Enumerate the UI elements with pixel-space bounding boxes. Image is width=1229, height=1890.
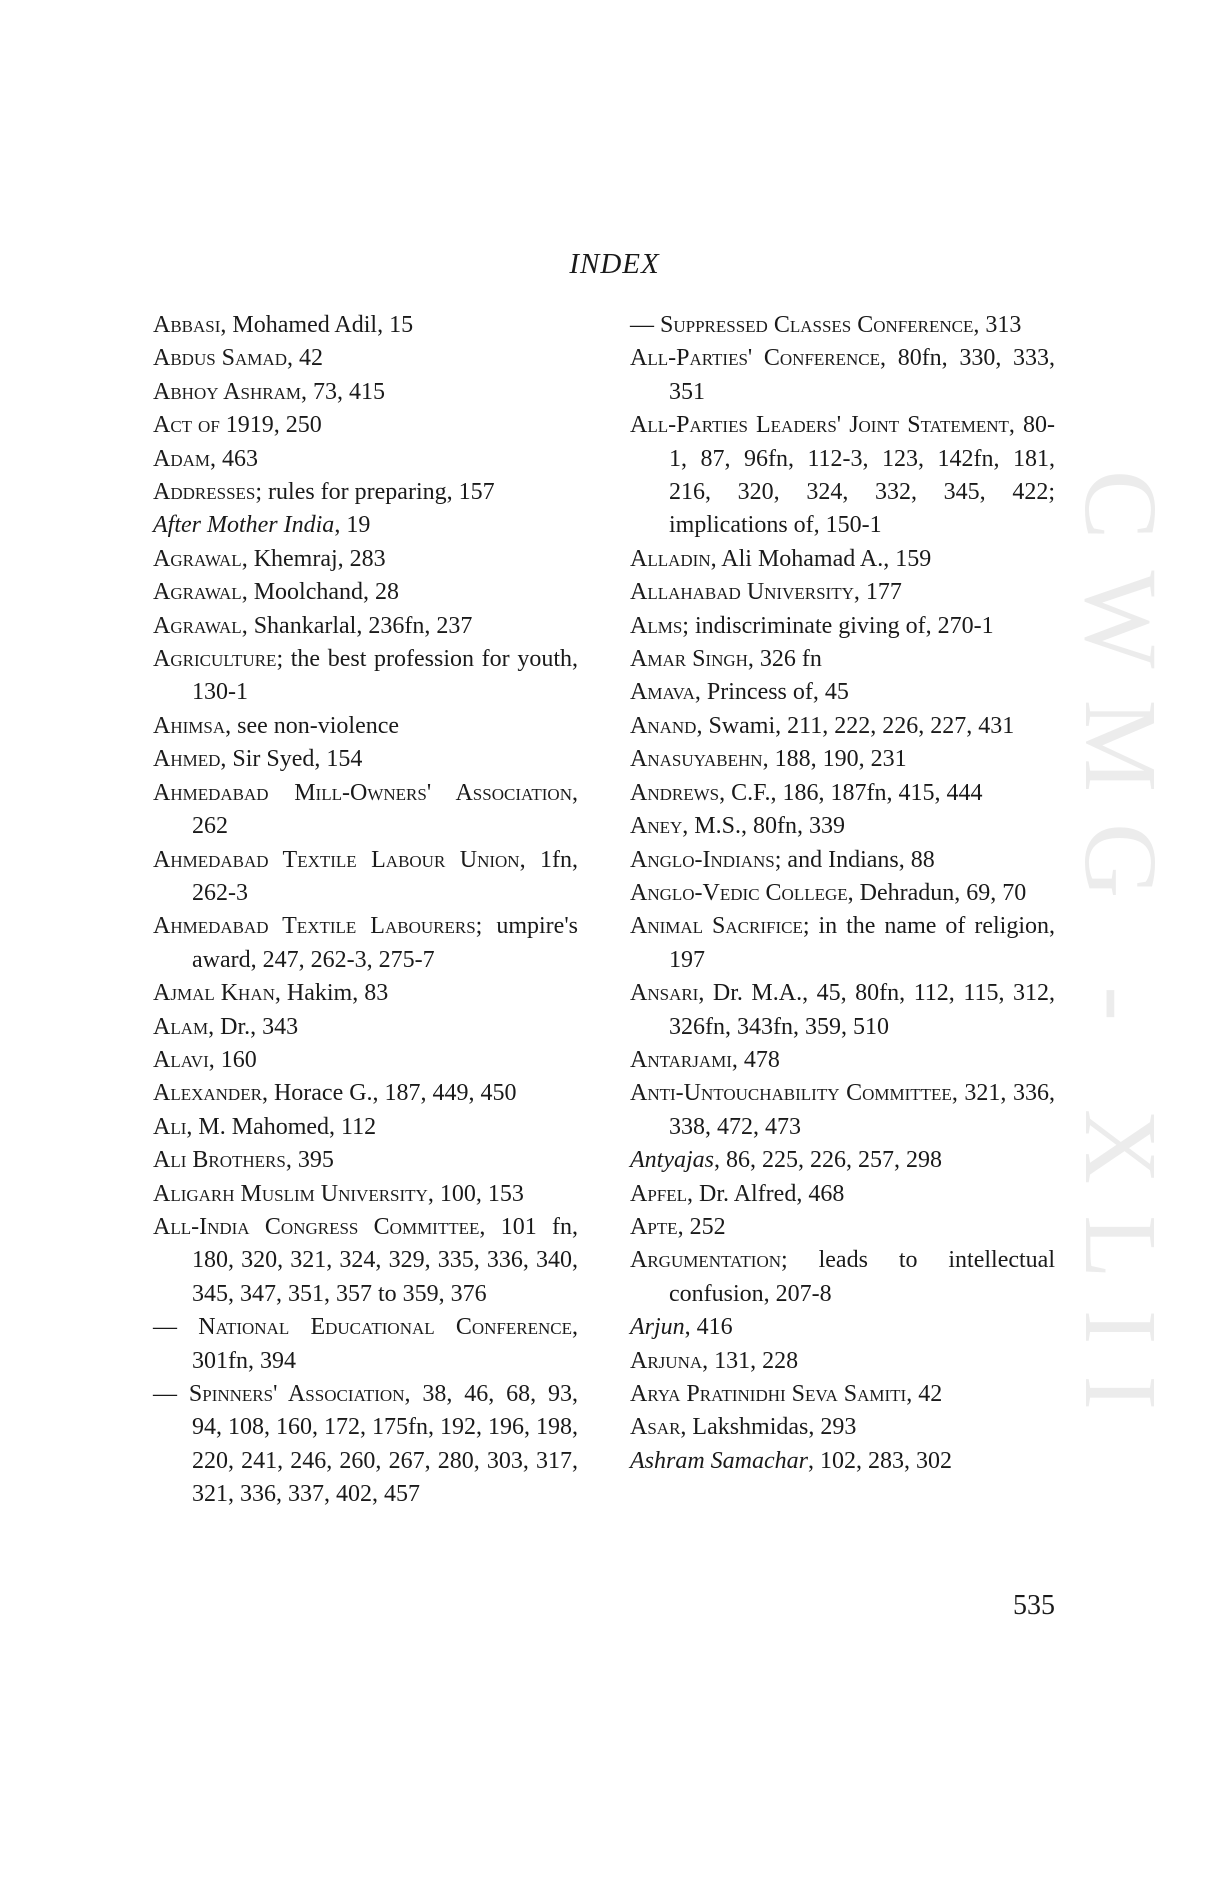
- index-entry: [630, 910, 1055, 977]
- entry-heading: Abhoy Ashram: [153, 378, 301, 405]
- index-entry: [153, 543, 578, 576]
- index-entry: [630, 1211, 1055, 1244]
- page-number: 535: [1013, 1590, 1055, 1621]
- entry-heading: Allahabad University: [630, 579, 854, 606]
- entry-references: , 86, 225, 226, 257, 298: [714, 1147, 942, 1174]
- index-entry: [153, 1178, 578, 1211]
- entry-references: , 160: [208, 1046, 257, 1073]
- index-entry: [630, 543, 1055, 576]
- index-entry: [630, 777, 1055, 810]
- index-entry: [630, 1411, 1055, 1444]
- entry-references: , 478: [731, 1046, 780, 1073]
- entry-references: , 262: [192, 779, 578, 840]
- index-entry: [153, 643, 578, 710]
- entry-heading: Arya Pratinidhi Seva Samiti: [630, 1381, 907, 1407]
- entry-heading: Abbasi: [153, 312, 221, 338]
- index-entry: [153, 1211, 578, 1311]
- entry-heading: Amar Singh: [630, 646, 748, 673]
- index-entry: [153, 977, 578, 1010]
- entry-references: , 100, 153: [427, 1180, 524, 1207]
- index-entry: [153, 409, 578, 442]
- entry-references: , 1fn, 262-3: [192, 846, 578, 906]
- entry-heading: Andrews: [630, 779, 720, 806]
- entry-heading: Anglo-Indians: [630, 846, 775, 873]
- index-entry: [153, 710, 578, 743]
- entry-heading: Agrawal: [153, 612, 242, 639]
- entry-heading: Ahmedabad Textile Labour Union: [153, 846, 520, 873]
- entry-references: , Hakim, 83: [274, 980, 389, 1007]
- index-entry: [153, 1111, 578, 1144]
- index-entry: [630, 1077, 1055, 1144]
- index-entry: [153, 1044, 578, 1077]
- entry-references: , Dr., 343: [208, 1013, 299, 1040]
- index-entry: [630, 1378, 1055, 1411]
- entry-references: ; rules for preparing, 157: [255, 479, 495, 506]
- index-entry: [153, 1011, 578, 1044]
- entry-heading: Agrawal: [153, 545, 242, 572]
- entry-heading: Alexander: [153, 1080, 262, 1107]
- entry-references: , 188, 190, 231: [762, 746, 907, 773]
- index-entry: [153, 509, 578, 542]
- entry-references: , 326 fn: [747, 646, 822, 673]
- index-entry: [153, 777, 578, 844]
- index-entry: [630, 309, 1055, 342]
- entry-heading: Argumentation: [630, 1247, 782, 1274]
- entry-dash: —: [153, 1381, 189, 1407]
- entry-heading: Adam: [153, 445, 211, 472]
- entry-heading: Antarjami: [630, 1046, 732, 1073]
- index-entry: [153, 1077, 578, 1110]
- entry-references: , Khemraj, 283: [241, 545, 386, 572]
- index-entry: [630, 743, 1055, 776]
- entry-heading: Alam: [153, 1013, 209, 1040]
- index-entry: [153, 844, 578, 911]
- entry-heading: Spinners' Association: [188, 1381, 405, 1407]
- entry-heading: Anglo-Vedic College: [630, 879, 848, 906]
- entry-references: , 102, 283, 302: [808, 1447, 952, 1474]
- entry-heading: Ansari: [630, 980, 699, 1007]
- index-entry: [153, 376, 578, 409]
- index-entry: [153, 1378, 578, 1512]
- entry-heading: Apfel: [630, 1180, 688, 1207]
- entry-references: , 301fn, 394: [192, 1314, 578, 1374]
- entry-references: , Swami, 211, 222, 226, 227, 431: [696, 712, 1015, 739]
- watermark-text: CWMG - XLII: [1063, 470, 1178, 1410]
- index-entry: [630, 710, 1055, 743]
- entry-references: ; and Indians, 88: [774, 846, 935, 873]
- entry-heading: Aney: [630, 813, 683, 840]
- index-entry: [153, 342, 578, 375]
- entry-references: , Dr. Alfred, 468: [687, 1180, 845, 1207]
- entry-heading: Agrawal: [153, 579, 242, 606]
- entry-heading: Alms: [630, 612, 683, 639]
- entry-heading: Ahmedabad Textile Labourers: [153, 913, 476, 940]
- index-entry: [630, 643, 1055, 676]
- entry-heading: Alavi: [153, 1046, 209, 1073]
- entry-references: , 38, 46, 68, 93, 94, 108, 160, 172, 175fn, 192, 196, 198, 220, 241, 246, 260, 267, 280, 303, 317, 321, 336, 337, 402, 457: [192, 1381, 579, 1508]
- entry-heading: Arjuna: [630, 1347, 703, 1374]
- entry-references: , Sir Syed, 154: [220, 746, 363, 773]
- entry-references: , Moolchand, 28: [241, 579, 399, 606]
- entry-heading: National Educational Conference: [198, 1314, 572, 1341]
- entry-references: , 101 fn, 180, 320, 321, 324, 329, 335, 336, 340, 345, 347, 351, 357 to 359, 376: [192, 1213, 578, 1307]
- entry-heading: Ahimsa: [153, 712, 226, 739]
- index-entry: [153, 443, 578, 476]
- entry-references: , Mohamed Adil, 15: [220, 312, 414, 338]
- entry-references: , 80-1, 87, 96fn, 112-3, 123, 142fn, 181, 216, 320, 324, 332, 345, 422; implications of, 150-1: [669, 412, 1055, 539]
- entry-heading: Aligarh Muslim University: [153, 1180, 428, 1207]
- entry-heading: Agriculture: [153, 646, 277, 673]
- entry-references: , Horace G., 187, 449, 450: [261, 1080, 517, 1107]
- index-entry: [630, 610, 1055, 643]
- entry-heading: Act of: [153, 412, 220, 439]
- entry-heading: Anasuyabehn: [630, 746, 763, 773]
- entry-dash: —: [630, 312, 660, 338]
- entry-references: , 177: [853, 579, 902, 606]
- entry-references: ; umpire's award, 247, 262-3, 275-7: [192, 913, 578, 973]
- entry-references: , Princess of, 45: [694, 679, 849, 706]
- entry-references: , Dr. M.A., 45, 80fn, 112, 115, 312, 326fn, 343fn, 359, 510: [669, 980, 1055, 1040]
- index-entry: [630, 877, 1055, 910]
- index-entry: [630, 1244, 1055, 1311]
- entry-references: , M. Mahomed, 112: [186, 1113, 377, 1140]
- entry-heading: Ahmedabad Mill-Owners' Association: [153, 779, 572, 806]
- entry-heading: Ali: [153, 1113, 187, 1140]
- index-entry: [630, 1178, 1055, 1211]
- entry-references: , 19: [334, 512, 371, 539]
- page-title: INDEX: [569, 248, 660, 280]
- index-entry: [630, 676, 1055, 709]
- index-entry: [153, 910, 578, 977]
- index-entry: [630, 977, 1055, 1044]
- entry-heading: Anand: [630, 712, 697, 739]
- entry-heading: Addresses: [153, 479, 256, 506]
- index-entry: [630, 844, 1055, 877]
- entry-references: , see non-violence: [225, 712, 400, 739]
- entry-references: , Lakshmidas, 293: [680, 1414, 857, 1441]
- index-column-right: [630, 309, 1055, 1478]
- index-entry: [630, 1311, 1055, 1344]
- entry-heading: Ajmal Khan: [153, 980, 275, 1007]
- entry-heading: All-Parties Leaders' Joint Statement: [630, 412, 1009, 439]
- entry-references: , 463: [210, 445, 259, 472]
- entry-heading: Apte: [630, 1213, 678, 1240]
- entry-references: , 73, 415: [300, 378, 385, 405]
- index-entry: [153, 476, 578, 509]
- index-entry: [630, 576, 1055, 609]
- index-entry: [630, 1445, 1055, 1478]
- index-entry: [153, 576, 578, 609]
- entry-references: , Dehradun, 69, 70: [847, 879, 1027, 906]
- entry-references: , 80fn, 330, 333, 351: [669, 345, 1055, 405]
- entry-heading: Ahmed: [153, 746, 221, 773]
- entry-title-italic: After Mother India: [153, 512, 335, 539]
- entry-references: , C.F., 186, 187fn, 415, 444: [719, 779, 983, 806]
- entry-references: , 42: [286, 345, 323, 372]
- index-entry: [153, 610, 578, 643]
- entry-heading: All-Parties' Conference: [630, 345, 881, 372]
- entry-title-italic: Arjun: [630, 1314, 685, 1341]
- entry-heading: Animal Sacrifice: [630, 913, 803, 940]
- entry-heading: Anti-Untouchability Committee: [630, 1080, 952, 1107]
- entry-heading: Suppressed Classes Conference: [660, 312, 974, 338]
- entry-heading: Alladin: [630, 545, 711, 572]
- entry-references: , 131, 228: [702, 1347, 799, 1374]
- entry-references: , 416: [684, 1314, 733, 1341]
- index-entry: [630, 409, 1055, 543]
- entry-heading: Abdus Samad: [153, 345, 287, 372]
- entry-references: , 313: [973, 312, 1022, 338]
- entry-references: ; the best profession for youth, 130-1: [192, 646, 578, 706]
- entry-title-italic: Antyajas: [630, 1147, 714, 1174]
- entry-title-italic: Ashram Samachar: [630, 1447, 808, 1474]
- entry-heading: Amava: [630, 679, 695, 706]
- entry-references: , Ali Mohamad A., 159: [710, 545, 932, 572]
- index-entry: [630, 1144, 1055, 1177]
- entry-references: , 42: [906, 1381, 943, 1407]
- entry-references: , M.S., 80fn, 339: [682, 813, 845, 840]
- index-entry: [153, 1144, 578, 1177]
- entry-references: , 252: [677, 1213, 726, 1240]
- entry-heading: All-India Congress Committee: [153, 1213, 480, 1240]
- entry-references: ; in the name of religion, 197: [669, 913, 1055, 973]
- entry-heading: Ali Brothers: [153, 1147, 286, 1174]
- entry-references: , 321, 336, 338, 472, 473: [669, 1080, 1056, 1140]
- entry-references: ; leads to intellectual confusion, 207-8: [669, 1247, 1055, 1307]
- entry-dash: —: [153, 1314, 199, 1341]
- index-entry: [630, 1345, 1055, 1378]
- entry-heading: Asar: [630, 1414, 681, 1441]
- entry-references: , 395: [285, 1147, 334, 1174]
- entry-references: 1919, 250: [219, 412, 322, 439]
- index-entry: [630, 1044, 1055, 1077]
- index-entry: [153, 743, 578, 776]
- index-entry: [630, 810, 1055, 843]
- entry-references: , Shankarlal, 236fn, 237: [241, 612, 473, 639]
- index-entry: [630, 342, 1055, 409]
- index-entry: [153, 309, 578, 342]
- index-entry: [153, 1311, 578, 1378]
- entry-references: ; indiscriminate giving of, 270-1: [682, 612, 994, 639]
- index-column-left: [153, 309, 578, 1512]
